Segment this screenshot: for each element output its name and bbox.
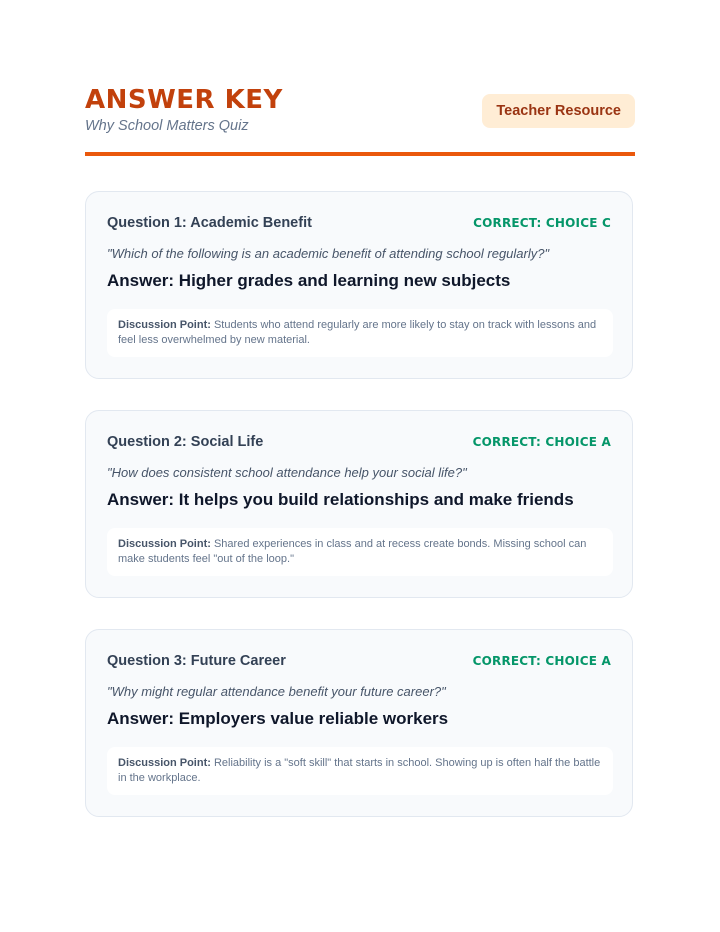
question-text: "How does consistent school attendance help your social life?"	[107, 465, 467, 480]
question-title: Question 1: Academic Benefit	[107, 215, 312, 231]
discussion-point	[107, 528, 613, 576]
discussion-text: Shared experiences in class and at recess create bonds. Missing school can make students feel "out of the loop."	[118, 538, 587, 565]
correct-choice-label: CORRECT: CHOICE A	[472, 654, 611, 668]
discussion-label: Discussion Point:	[118, 538, 211, 550]
header	[85, 84, 635, 156]
discussion-point	[107, 747, 613, 795]
question-card-1	[85, 191, 633, 379]
answer-text: Answer: Higher grades and learning new subjects	[107, 271, 511, 290]
question-title: Question 3: Future Career	[107, 653, 286, 669]
discussion-label: Discussion Point:	[118, 757, 211, 769]
question-text: "Which of the following is an academic benefit of attending school regularly?"	[107, 246, 550, 261]
discussion-text: Reliability is a "soft skill" that starts in school. Showing up is often half the battle in the workplace.	[118, 757, 601, 784]
question-card-3	[85, 629, 633, 817]
question-text: "Why might regular attendance benefit your future career?"	[107, 684, 446, 699]
page-title: ANSWER KEY	[85, 85, 283, 115]
correct-choice-label: CORRECT: CHOICE A	[472, 435, 611, 449]
discussion-label: Discussion Point:	[118, 319, 211, 331]
correct-choice-label: CORRECT: CHOICE C	[473, 216, 611, 230]
discussion-point	[107, 309, 613, 357]
answer-text: Answer: Employers value reliable workers	[107, 709, 449, 728]
discussion-text: Students who attend regularly are more likely to stay on track with lessons and feel less overwhelmed by new material.	[118, 319, 597, 346]
question-title: Question 2: Social Life	[107, 434, 264, 450]
teacher-resource-badge: Teacher Resource	[482, 94, 635, 128]
answer-text: Answer: It helps you build relationships and make friends	[107, 490, 574, 509]
header-divider	[85, 152, 635, 156]
quiz-subtitle: Why School Matters Quiz	[85, 118, 249, 134]
question-card-2	[85, 410, 633, 598]
